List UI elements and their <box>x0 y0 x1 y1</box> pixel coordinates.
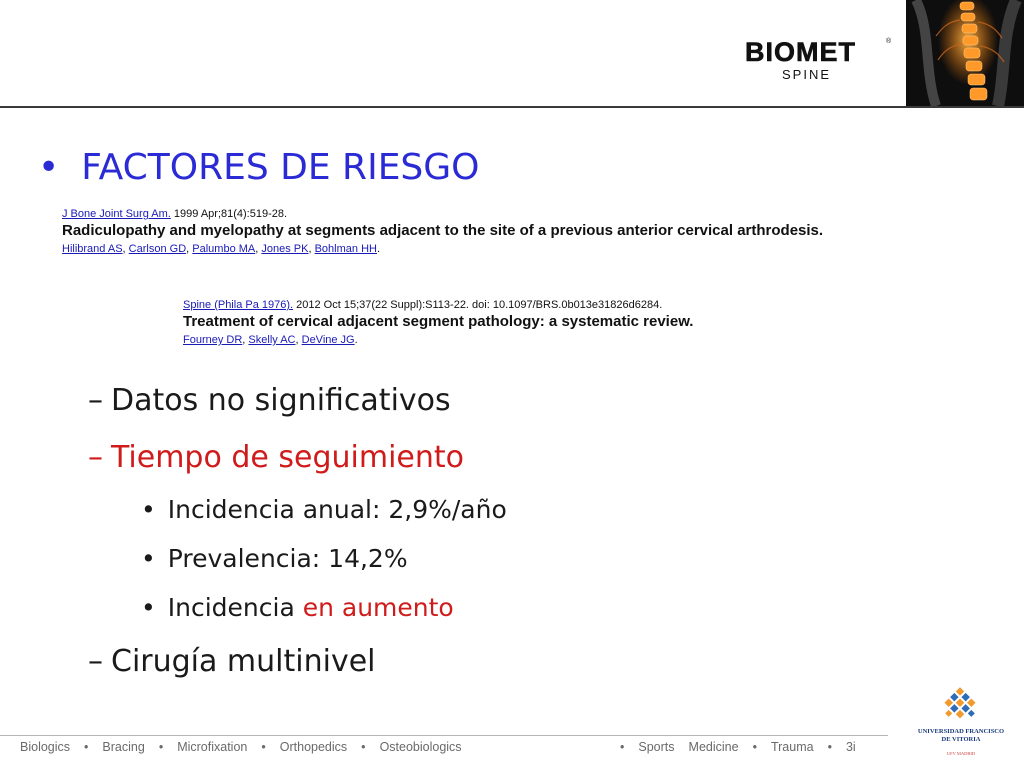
logo-registered-mark: ® <box>886 38 892 45</box>
footer-left-nav <box>20 740 462 756</box>
author-link[interactable]: Skelly AC <box>248 334 296 346</box>
heading-bullet <box>38 144 480 192</box>
header-divider <box>0 106 1024 108</box>
item-text: Cirugía multinivel <box>111 644 376 679</box>
item-cirugia <box>88 642 376 682</box>
dash-marker: – <box>88 440 103 475</box>
footer-item: 3i <box>845 740 856 754</box>
reference-citation <box>183 298 693 312</box>
biomet-spine-logo <box>745 38 895 86</box>
item-text: Tiempo de seguimiento <box>111 440 465 475</box>
journal-link[interactable]: Spine (Phila Pa 1976). <box>183 299 294 311</box>
item-text: Incidencia anual: 2,9%/año <box>167 495 507 524</box>
spine-xray-image <box>906 0 1024 106</box>
footer-separator: • <box>261 740 266 754</box>
slide-heading: FACTORES DE RIESGO <box>81 147 480 188</box>
footer-separator: • <box>158 740 164 754</box>
dash-marker: – <box>88 644 103 679</box>
reference-authors: Fourney DR, Skelly AC, DeVine JG. <box>183 334 358 346</box>
citation-details: 2012 Oct 15;37(22 Suppl):S113-22. doi: 10.1097/BRS.0b013e31826d6284. <box>293 299 663 311</box>
reference-title: Treatment of cervical adjacent segment pathology: a systematic review. <box>183 313 694 330</box>
author-link[interactable]: Carlson GD <box>128 243 187 255</box>
reference-2 <box>183 298 693 348</box>
footer-item: Medicine <box>688 740 739 754</box>
bullet-icon: • <box>141 593 156 622</box>
item-incidencia-aumento <box>141 591 454 625</box>
footer-separator: • <box>84 740 89 754</box>
footer-item: Microfixation <box>177 740 248 754</box>
spine-illustration <box>906 0 1024 106</box>
item-incidencia-anual <box>141 493 507 527</box>
footer-separator: • <box>361 740 366 754</box>
footer-item: Osteobiologics <box>379 740 462 754</box>
author-link[interactable]: Bohlman HH <box>314 243 377 255</box>
item-text: Datos no significativos <box>111 383 451 418</box>
footer-separator: • <box>752 740 757 754</box>
citation-details: 1999 Apr;81(4):519-28. <box>170 208 288 220</box>
bullet-icon: • <box>38 147 60 188</box>
ufv-emblem-icon <box>920 685 1000 729</box>
item-text: Incidencia <box>167 593 303 622</box>
logo-main-text: BIOMET <box>745 37 856 67</box>
reference-title: Radiculopathy and myelopathy at segments adjacent to the site of a previous anterior cervical arthrodesis. <box>62 222 824 239</box>
journal-link[interactable]: J Bone Joint Surg Am. <box>62 208 171 220</box>
footer-right-nav <box>620 740 856 756</box>
university-name: UNIVERSIDAD FRANCISCO DE VITORIA <box>917 728 1005 743</box>
footer-item: Orthopedics <box>279 740 348 754</box>
author-link[interactable]: Jones PK <box>261 243 309 255</box>
footer-separator: • <box>827 740 832 754</box>
logo-sub-text: SPINE <box>782 67 832 82</box>
reference-1 <box>62 207 823 257</box>
footer-separator: • <box>620 740 625 754</box>
item-text: Prevalencia: 14,2% <box>167 544 408 573</box>
item-datos <box>88 381 451 421</box>
footer-divider <box>0 735 888 736</box>
author-link[interactable]: Palumbo MA <box>192 243 256 255</box>
author-link[interactable]: Fourney DR <box>183 334 243 346</box>
bullet-icon: • <box>141 544 156 573</box>
dash-marker: – <box>88 383 103 418</box>
footer-item: Trauma <box>770 740 814 754</box>
item-tiempo <box>88 438 464 478</box>
footer-item: Biologics <box>20 740 71 754</box>
author-link[interactable]: Hilibrand AS <box>62 243 123 255</box>
item-highlight: en aumento <box>302 593 454 622</box>
item-prevalencia <box>141 542 408 576</box>
reference-authors: Hilibrand AS, Carlson GD, Palumbo MA, Jones PK, Bohlman HH. <box>62 243 381 255</box>
footer-item: Bracing <box>102 740 145 754</box>
author-link[interactable]: DeVine JG <box>301 334 355 346</box>
footer-item: Sports <box>638 740 675 754</box>
bullet-icon: • <box>141 495 156 524</box>
reference-citation <box>62 207 823 221</box>
university-subtitle: UFV MADRID <box>946 751 976 756</box>
